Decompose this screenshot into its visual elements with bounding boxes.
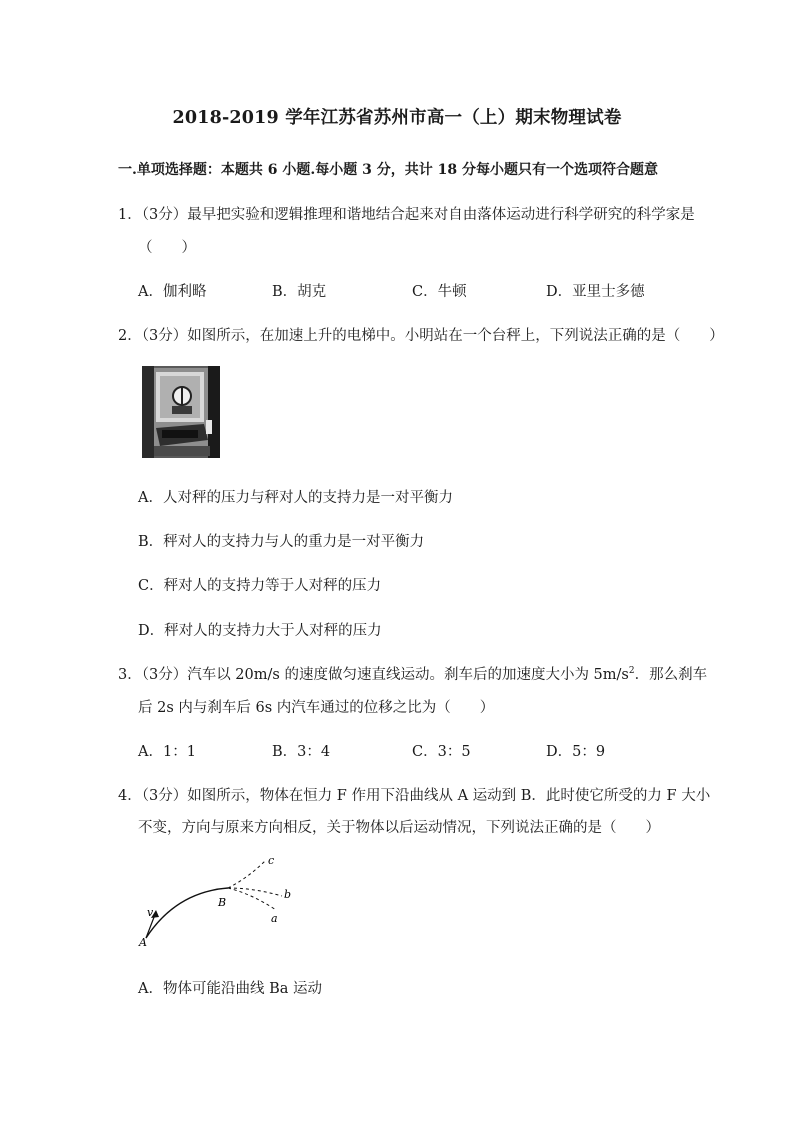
dashed-curve-a — [228, 888, 276, 910]
q1-stem-line-1: 1．（3分）最早把实验和逻辑推理和谐地结合起来对自由落体运动进行科学研究的科学家是 — [118, 207, 695, 223]
q1-option-c: C．牛顿 — [412, 284, 467, 300]
q4-option-a: A．物体可能沿曲线 Ba 运动 — [138, 981, 322, 997]
q4-stem-line-1: 4．（3分）如图所示，物体在恒力 F 作用下沿曲线从 A 运动到 B．此时使它所受的力 F 大小 — [118, 788, 711, 804]
q1-option-d: D．亚里士多德 — [546, 284, 645, 300]
q3-option-d: D．5：9 — [546, 744, 606, 760]
q2-option-c: C．秤对人的支持力等于人对秤的压力 — [138, 578, 382, 594]
q3-option-a: A．1：1 — [138, 744, 196, 760]
dashed-curve-c — [228, 860, 266, 888]
curve-a-to-b — [146, 888, 228, 938]
q3-option-c: C．3：5 — [412, 744, 471, 760]
q3-stem-text-end: ．那么刹车 — [634, 667, 708, 683]
q1-stem-line-2: （ ） — [138, 240, 196, 256]
label-b-point: B — [218, 896, 227, 909]
q2-option-a: A．人对秤的压力与秤对人的支持力是一对平衡力 — [138, 490, 453, 506]
section-heading: 一.单项选择题：本题共 6 小题.每小题 3 分，共计 18 分每小题只有一个选项符合题意 — [118, 162, 658, 178]
label-b: b — [284, 888, 292, 901]
q3-stem-text: 3．（3分）汽车以 20m/s 的速度做匀速直线运动。刹车后的加速度大小为 5m/s — [118, 667, 629, 683]
q3-stem-superscript: 2 — [628, 666, 635, 677]
elevator-scale-photo — [142, 366, 220, 458]
label-c: c — [268, 854, 275, 867]
q2-stem: 2．（3分）如图所示，在加速上升的电梯中。小明站在一个台秤上，下列说法正确的是（ ） — [118, 328, 724, 344]
label-v: v — [147, 906, 154, 919]
label-a: a — [271, 912, 278, 925]
page-title: 2018-2019 学年江苏省苏州市高一（上）期末物理试卷 — [172, 108, 622, 128]
q3-stem-line-1 — [118, 663, 707, 684]
q1-option-b: B．胡克 — [272, 284, 327, 300]
q1-option-a: A．伽利略 — [138, 284, 207, 300]
q2-option-b: B．秤对人的支持力与人的重力是一对平衡力 — [138, 534, 425, 550]
q2-option-d: D．秤对人的支持力大于人对秤的压力 — [138, 623, 382, 639]
q3-stem-line-2: 后 2s 内与刹车后 6s 内汽车通过的位移之比为（ ） — [138, 700, 495, 716]
trajectory-diagram — [136, 850, 306, 950]
q4-stem-line-2: 不变，方向与原来方向相反，关于物体以后运动情况，下列说法正确的是（ ） — [138, 820, 660, 836]
q3-option-b: B．3：4 — [272, 744, 331, 760]
dashed-curve-b — [228, 888, 282, 896]
label-a-point: A — [139, 936, 147, 949]
